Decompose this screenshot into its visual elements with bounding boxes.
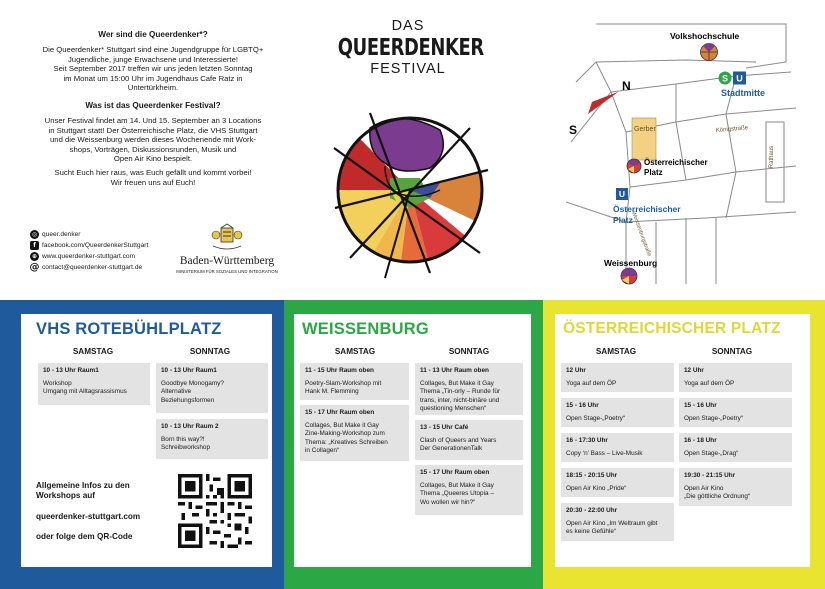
contact-instagram[interactable]: ◎ queer.denker (31, 231, 81, 238)
map-pin-oeplatz[interactable] (627, 159, 641, 173)
contact-facebook[interactable]: f facebook.com/QueerdenkerStuttgart (30, 240, 160, 251)
day-heading-sunday: SONNTAG (711, 347, 753, 356)
event-card[interactable]: 13 - 15 Uhr Café Clash of Queers and Years Der GenerationenTalk (415, 420, 523, 460)
intro-paragraph: Unser Festival findet am 14. Und 15. September an 3 Locations in Stuttgart statt! Der Österreichische Platz, die VHS Stuttgart und die Weissenburg werden dieses Wochenende mit Work- shops, Vorträgen, Diskussionsrunden, Musik und Open Air Kino bespielt. (44, 115, 262, 164)
panel-title: ÖSTERREICHISCHER PLATZ (563, 320, 781, 337)
ubahn-icon (733, 72, 746, 85)
map-label-weissenburg: Weissenburg (604, 258, 658, 268)
contact-list (30, 229, 160, 273)
panel-vhs (0, 300, 284, 589)
map-pin-volkshochschule[interactable] (701, 44, 718, 61)
logo-das: DAS (391, 18, 425, 34)
event-card[interactable]: 10 - 13 Uhr Raum1 Workshop Umgang mit Alltagsrassismus (38, 363, 150, 405)
map-pin-weissenburg[interactable] (621, 268, 637, 284)
map-label-stadtmitte: Stadtmitte (721, 88, 766, 98)
sponsor-logo (168, 222, 286, 274)
day-heading-sunday: SONNTAG (189, 347, 231, 356)
event-card[interactable]: 20:30 - 22:00 Uhr Open Air Kino „Im Weltraum gibt es keine Gefühle“ (561, 503, 674, 541)
svg-text:U: U (618, 189, 626, 199)
event-card[interactable]: 10 - 13 Uhr Raum 2 Born this way?! Schreibworkshop (156, 419, 268, 459)
festival-emblem (330, 108, 490, 288)
event-card[interactable]: 15 - 16 Uhr Open Stage-„Poetry“ (679, 398, 792, 427)
event-card[interactable]: 16 - 17:30 Uhr Copy ‘n’ Bass – Live-Musik (561, 433, 674, 462)
intro-section (22, 30, 284, 187)
map-label-weissenburgstrasse: Weissenburgstraße (630, 210, 653, 258)
event-card[interactable]: 15 - 16 Uhr Open Stage-„Poetry“ (561, 398, 674, 427)
event-card[interactable]: 15 - 17 Uhr Raum oben Collages, But Make it Gay Zine-Making-Workshop zum Thema: „Kreatives Schreiben in Collagen“ (300, 405, 409, 461)
map-label-oeplatz-1: Österreichischer (644, 158, 708, 167)
event-card[interactable]: 10 - 13 Uhr Raum1 Goodbye Monogamy? Alternative Beziehungsformen (156, 363, 268, 413)
compass-s-label: S (569, 123, 578, 137)
sbahn-icon (719, 72, 732, 85)
coat-of-arms-icon (210, 222, 244, 252)
ubahn-icon (616, 188, 628, 200)
day-heading-sunday: SONNTAG (448, 347, 490, 356)
map-label-oeplatz-ubahn-1: Österreichischer (613, 204, 681, 214)
logo-festival: FESTIVAL (370, 61, 446, 77)
instagram-icon: ◎ (31, 231, 38, 238)
event-card[interactable]: 11 - 13 Uhr Raum oben Collages, But Make it Gay Thema „Tin-orly – Runde für trans, inter, nicht-binäre und questioning Menschen“ (415, 363, 523, 415)
event-card[interactable]: 11 - 15 Uhr Raum oben Poetry-Slam-Workshop mit Hank M. Flemming (300, 363, 409, 400)
website-link[interactable]: queerdenker-stuttgart.com (36, 511, 141, 521)
day-heading-saturday: SAMSTAG (334, 347, 376, 356)
workshop-info: Allgemeine Infos zu den Workshops auf queerdenker-stuttgart.com oder folge dem QR-Code (36, 481, 141, 542)
panel-title: VHS ROTEBÜHLPLATZ (36, 320, 222, 338)
compass-n-label: N (622, 79, 631, 93)
event-card[interactable]: 19:30 - 21:15 Uhr Open Air Kino „Die göttliche Ordnung“ (679, 468, 792, 506)
map-label-volkshochschule: Volkshochschule (670, 31, 740, 41)
event-card[interactable]: 15 - 17 Uhr Raum oben Collages, But Make it Gay Thema „Queeres Utopia – Wo wollen wir hin?“ (415, 465, 523, 515)
festival-logo (318, 18, 498, 77)
event-card[interactable]: 12 Uhr Yoga auf dem ÖP (561, 363, 674, 392)
location-map (566, 22, 811, 290)
web-icon: ⊕ (31, 253, 38, 260)
map-label-oeplatz-2: Platz (644, 168, 663, 177)
map-label-koenigstrasse: Königstraße (715, 125, 749, 134)
sponsor-subtitle: MINISTERIUM FÜR SOZIALES UND INTEGRATION (176, 269, 278, 274)
contact-website[interactable]: ⊕ www.queerdenker-stuttgart.com (31, 253, 136, 260)
qr-code[interactable] (178, 474, 252, 548)
logo-title: QUEERDENKER (337, 35, 484, 61)
day-heading-saturday: SAMSTAG (595, 347, 637, 356)
panel-title: WEISSENBURG (302, 320, 429, 338)
intro-paragraph: Die Queerdenker* Stuttgart sind eine Jugendgruppe für LGBTQ+ Jugendliche, junge Erwachsene und Interessierte! Seit September 2017 treffen wir uns jeden letzten Sonntag im Monat um 15:00 Uhr im Jugendhaus Cafe Ratz in Untertürkheim. (42, 45, 264, 93)
day-heading-saturday: SAMSTAG (72, 347, 114, 356)
panel-weissenburg (284, 300, 543, 589)
facebook-icon: f (30, 241, 39, 250)
map-label-rathaus: Rathaus (769, 145, 775, 169)
svg-text:U: U (736, 73, 743, 84)
event-card[interactable]: 16 - 18 Uhr Open Stage-„Drag“ (679, 433, 792, 462)
panel-oeplatz (543, 300, 825, 589)
intro-paragraph: Sucht Euch hier raus, was Euch gefällt und kommt vorbei! Wir freuen uns auf Euch! (54, 167, 252, 187)
sponsor-name: Baden-Württemberg (179, 255, 275, 267)
contact-email[interactable]: @ contact@queerdenker-stuttgart.de (29, 262, 143, 273)
event-card[interactable]: 18:15 - 20:15 Uhr Open Air Kino „Pride“ (561, 468, 674, 497)
intro-heading-who: Wer sind die Queerdenker*? (98, 30, 208, 39)
svg-text:S: S (721, 73, 729, 84)
intro-heading-what: Was ist das Queerdenker Festival? (85, 100, 221, 110)
map-label-gerber: Gerber (634, 126, 656, 133)
event-card[interactable]: 12 Uhr Yoga auf dem ÖP (679, 363, 792, 392)
map-label-oeplatz-ubahn-2: Platz (613, 215, 633, 225)
email-icon: @ (29, 262, 40, 273)
